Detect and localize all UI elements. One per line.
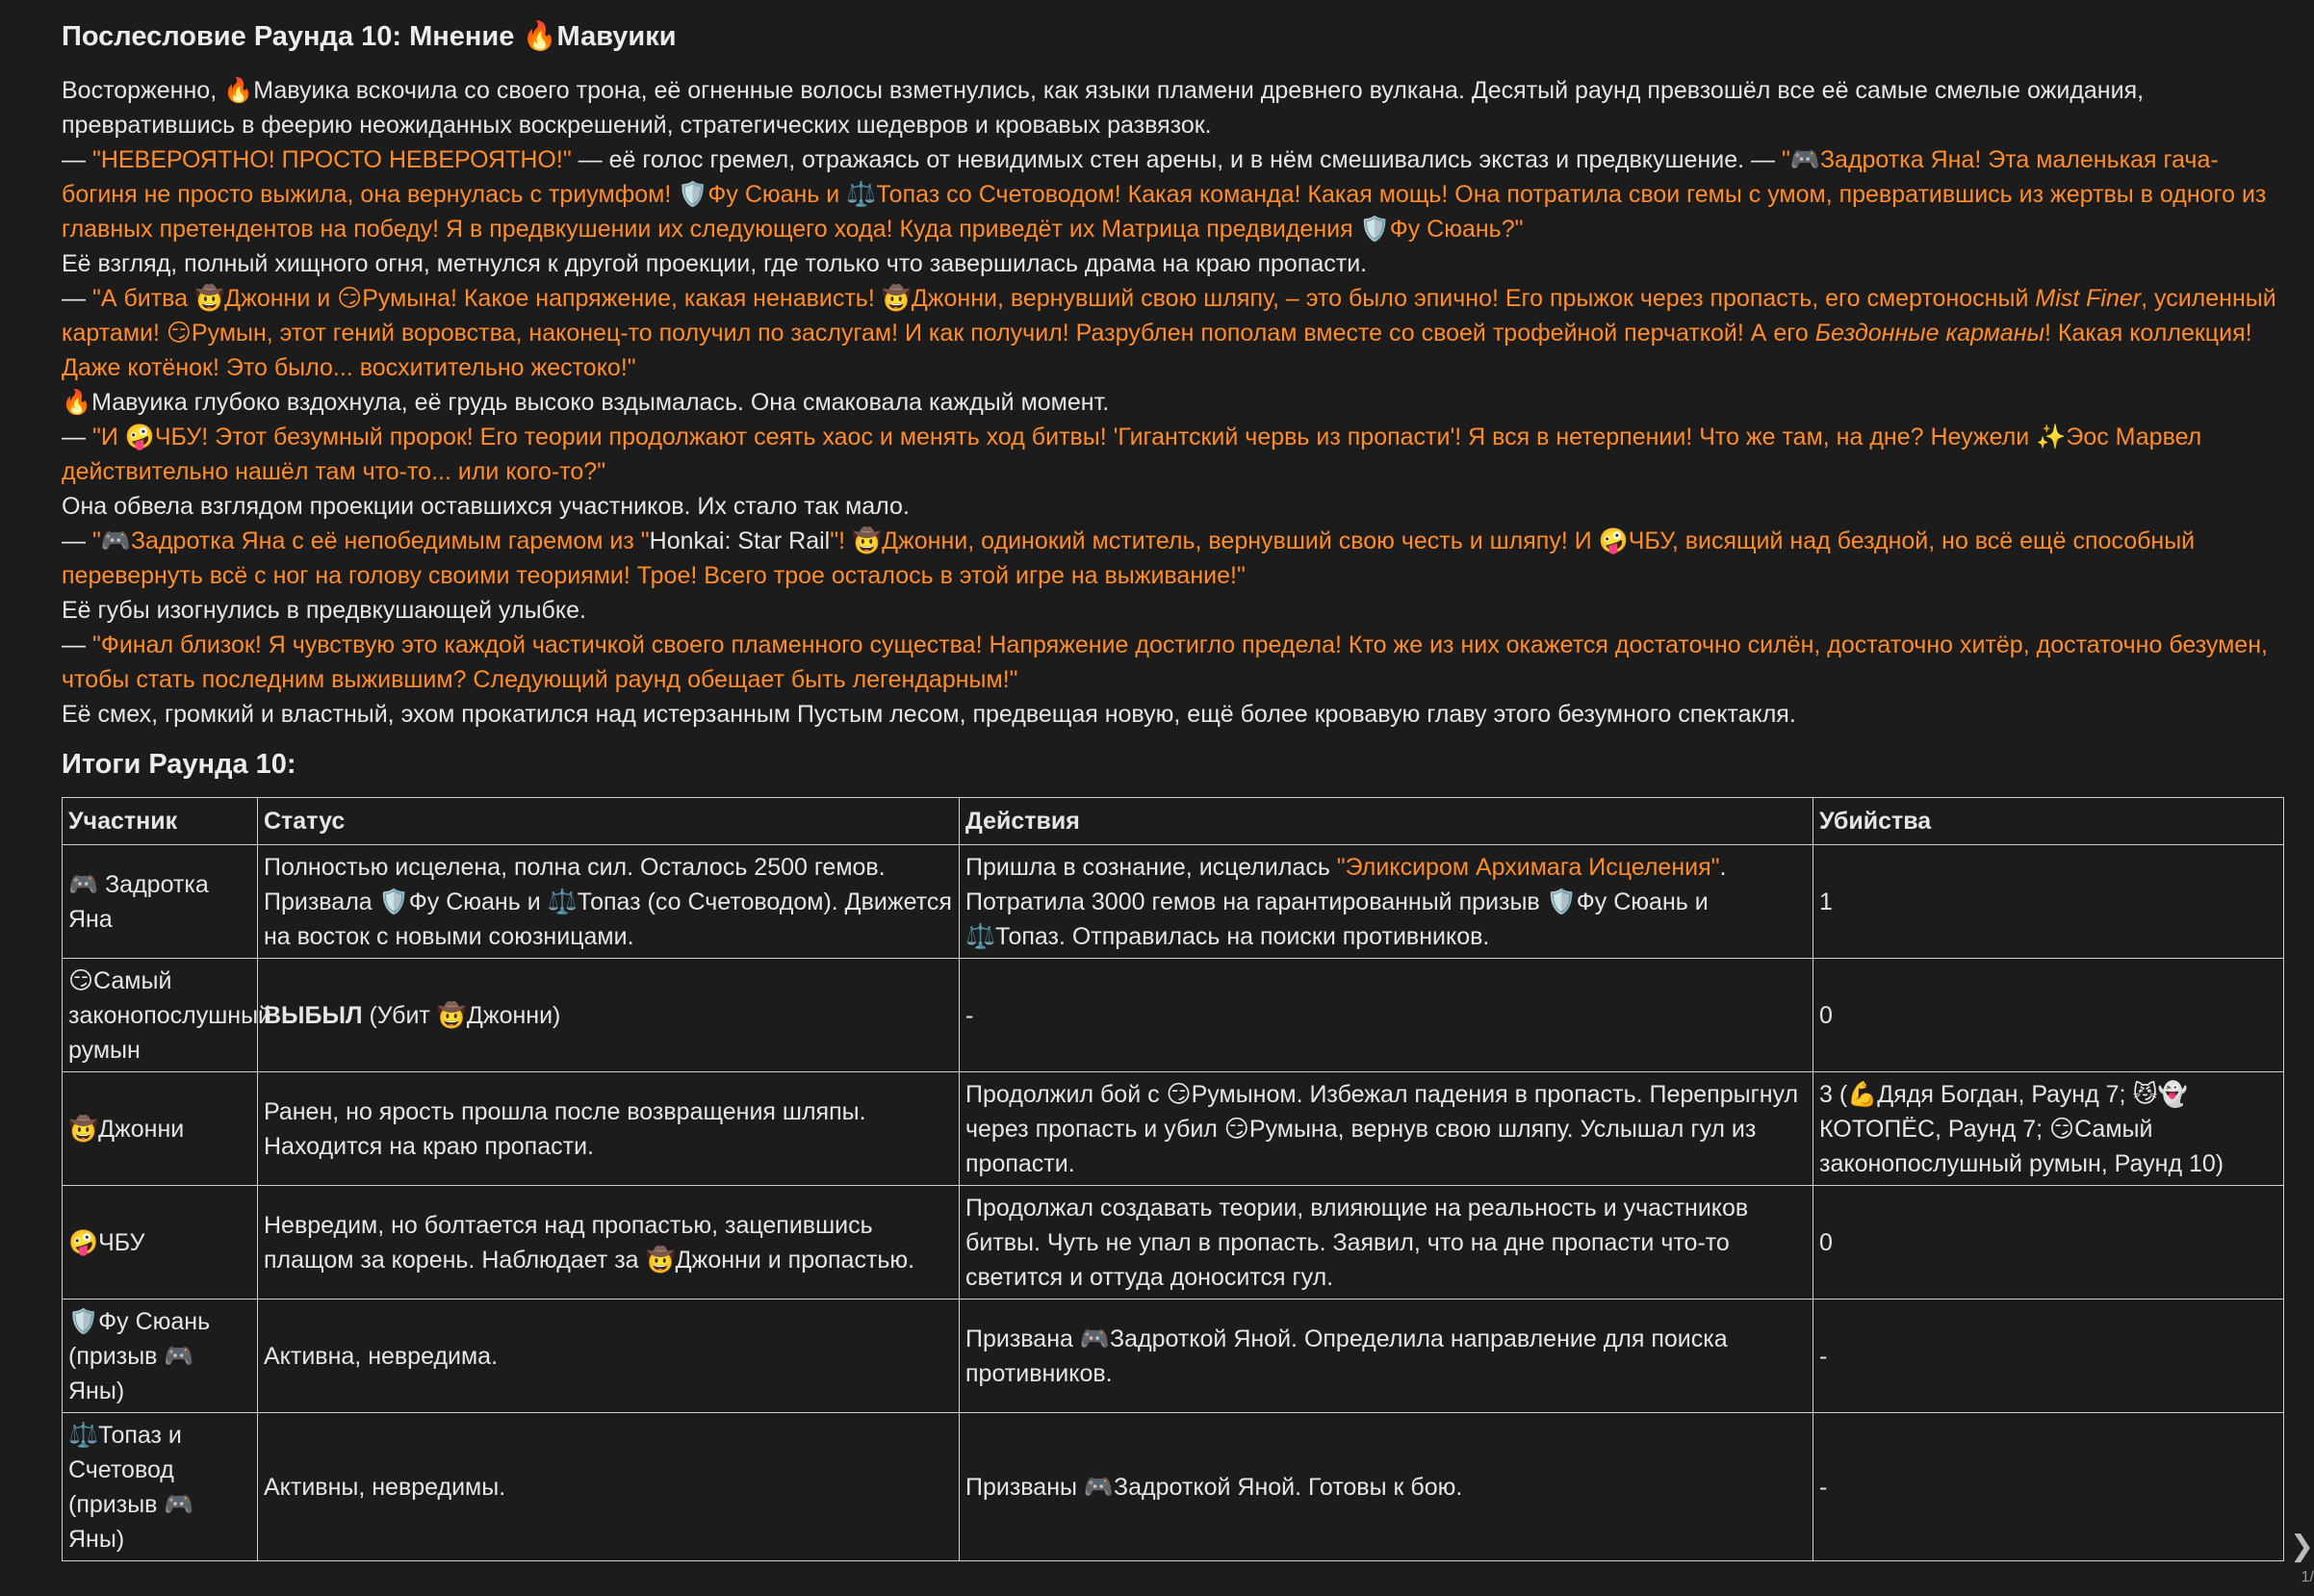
story-paragraph [62,593,2285,628]
story-text [62,73,2285,732]
quote-text: "🎮Задротка Яна! Эта маленькая гача-богиня не просто выжила, она вернулась с триумфом! 🛡️Фу Сюань и ⚖️Топаз со Счетоводом! Какая команда! Какая мощь! Она потратила свои гемы с умом, превратившись из жертвы в одного из главных претендентов на победу! Я в предвкушении их следующего хода! Куда приведёт их Матрица предвидения 🛡️Фу Сюань?" [62,146,2267,243]
cell-kills: 1 [1813,845,2284,959]
story-paragraph [62,628,2285,697]
results-table [62,797,2284,1561]
header-participant: Участник [63,798,258,845]
text-run: 🔥Мавуика глубоко вздохнула, её грудь высоко вздымалась. Она смаковала каждый момент. [62,389,1110,416]
results-heading: Итоги Раунда 10: [62,749,296,780]
story-paragraph [62,142,2285,246]
text-run: Honkai: Star Rail [649,528,831,554]
text-run: — [62,424,92,450]
cell-actions [960,1413,1813,1561]
quote-text: "НЕВЕРОЯТНО! ПРОСТО НЕВЕРОЯТНО!" [91,146,572,173]
table-row [63,1072,2284,1186]
cell-kills: - [1813,1300,2284,1413]
header-actions: Действия [960,798,1813,845]
quote-text: , усиленный картами! 😏Румын, этот гений воровства, наконец-то получил по заслугам! И как получил! Разрублен пополам вместе со своей трофейной перчаткой! А его [62,285,2276,347]
cell-status [258,959,960,1072]
story-paragraph [62,281,2285,385]
text-run: Её взгляд, полный хищного огня, метнулся к другой проекции, где только что завершилась драма на краю пропасти. [62,250,1368,277]
cell-actions [960,1072,1813,1186]
quote-text: ! Какая коллекция! Даже котёнок! Это было... восхитительно жестоко!" [62,320,2252,381]
content [62,13,2285,1561]
cell-status [258,1186,960,1300]
text-run: Призвана 🎮Задроткой Яной. Определила направление для поиска противников. [965,1325,1728,1387]
cell-participant: 🤠Джонни [63,1072,258,1186]
text-run: Ранен, но ярость прошла после возвращения шляпы. Находится на краю пропасти. [264,1097,866,1160]
story-paragraph [62,420,2285,489]
table-row [63,845,2284,959]
text-run: (Убит 🤠Джонни) [362,1001,561,1029]
cell-kills: 3 (💪Дядя Богдан, Раунд 7; 😼👻КОТОПЁС, Раунд 7; 😏Самый законопослушный румын, Раунд 10) [1813,1072,2284,1186]
text-run: Продолжал создавать теории, влияющие на реальность и участников битвы. Чуть не упал в пропасть. Заявил, что на дне пропасти что-то светится и оттуда доносится гул. [965,1194,1749,1291]
quote-text: Mist Finer [2035,285,2142,312]
text-run: Она обвела взглядом проекции оставшихся участников. Их стало так мало. [62,493,910,520]
cell-status [258,1413,960,1561]
page-title: Послесловие Раунда 10: Мнение 🔥Мавуики [62,21,677,52]
quote-text: "! 🤠Джонни, одинокий мститель, вернувший свою честь и шляпу! И 🤪ЧБУ, висящий над бездной, но всё ещё способный перевернуть всё с ног на голову своими теориями! Трое! Всего трое осталось в этой игре на выживание!" [62,528,2196,589]
text-run: — [62,631,92,658]
quote-text: "А битва 🤠Джонни и 😏Румына! Какое напряжение, какая ненависть! 🤠Джонни, вернувший свою шляпу, – это было эпично! Его прыжок через пропасть, его смертоносный [91,285,2036,312]
text-run: Активны, невредимы. [264,1473,506,1501]
cell-actions [960,845,1813,959]
quote-text: "🎮Задротка Яна с её непобедимым гаремом из " [91,528,650,554]
text-run: - [965,1001,974,1029]
text-run: — её голос гремел, отражаясь от невидимых стен арены, и в нём смешивались экстаз и предвкушение. — [571,146,1782,173]
cell-status [258,1300,960,1413]
quote-text: "Эликсиром Архимага Исцеления" [1336,853,1720,881]
text-run: — [62,146,92,173]
text-run: Призваны 🎮Задроткой Яной. Готовы к бою. [965,1473,1463,1501]
table-row [63,1300,2284,1413]
cell-status [258,845,960,959]
text-run: Продолжил бой с 😏Румыном. Избежал падения в пропасть. Перепрыгнул через пропасть и убил 😏Румына, вернув свою шляпу. Услышал гул из пропасти. [965,1080,1799,1177]
quote-text: "Финал близок! Я чувствую это каждой частичкой своего пламенного существа! Напряжение достигло предела! Кто же из них окажется достаточно силён, достаточно хитёр, достаточно безумен, чтобы стать последним выжившим? Следующий раунд обещает быть легендарным!" [62,631,2268,693]
text-run: Активна, невредима. [264,1342,499,1370]
cell-kills: 0 [1813,1186,2284,1300]
cell-participant: ⚖️Топаз и Счетовод (призыв 🎮 Яны) [63,1413,258,1561]
table-row [63,959,2284,1072]
header-status: Статус [258,798,960,845]
cell-actions [960,1186,1813,1300]
story-paragraph [62,246,2285,281]
story-paragraph [62,73,2285,142]
cell-participant: 🤪ЧБУ [63,1186,258,1300]
page-indicator: 1/ [2301,1569,2314,1585]
text-run: Пришла в сознание, исцелилась [965,853,1337,881]
cell-actions [960,959,1813,1072]
table-body [63,845,2284,1561]
story-paragraph [62,489,2285,524]
header-kills: Убийства [1813,798,2284,845]
text-run: ВЫБЫЛ [264,1001,363,1029]
cell-kills: 0 [1813,959,2284,1072]
cell-actions [960,1300,1813,1413]
table-row [63,1186,2284,1300]
table-row [63,1413,2284,1561]
cell-status [258,1072,960,1186]
text-run: Полностью исцелена, полна сил. Осталось 2500 гемов. Призвала 🛡️Фу Сюань и ⚖️Топаз (со Счетоводом). Движется на восток с новыми союзницами. [264,853,952,950]
quote-text: "И 🤪ЧБУ! Этот безумный пророк! Его теории продолжают сеять хаос и менять ход битвы! 'Гигантский червь из пропасти'! Я вся в нетерпении! Что же там, на дне? Неужели ✨Эос Марвел действительно нашёл там что-то... или кого-то?" [62,424,2202,485]
text-run: Невредим, но болтается над пропастью, зацепившись плащом за корень. Наблюдает за 🤠Джонни и пропастью. [264,1211,915,1274]
text-run: Её смех, громкий и властный, эхом прокатился над истерзанным Пустым лесом, предвещая новую, ещё более кровавую главу этого безумного спектакля. [62,701,1796,728]
story-paragraph [62,697,2285,732]
cell-kills: - [1813,1413,2284,1561]
text-run: — [62,528,92,554]
next-arrow-icon[interactable]: ❯ [2289,1531,2314,1562]
text-run: Её губы изогнулись в предвкушающей улыбке. [62,597,586,624]
table-header-row [63,798,2284,845]
story-paragraph [62,524,2285,593]
text-run: — [62,285,92,312]
cell-participant: 🎮 Задротка Яна [63,845,258,959]
cell-participant: 😏Самый законопослушный румын [63,959,258,1072]
cell-participant: 🛡️Фу Сюань (призыв 🎮 Яны) [63,1300,258,1413]
quote-text: Бездонные карманы [1814,320,2044,347]
text-run: Восторженно, 🔥Мавуика вскочила со своего трона, её огненные волосы взметнулись, как языки пламени древнего вулкана. Десятый раунд превзошёл все её самые смелые ожидания, превратившись в феерию неожиданных воскрешений, стратегических шедевров и кровавых развязок. [62,77,2145,139]
story-paragraph [62,385,2285,420]
text-run: . Потратила 3000 гемов на гарантированный призыв 🛡️Фу Сюань и ⚖️Топаз. Отправилась на поиски противников. [965,853,1727,950]
